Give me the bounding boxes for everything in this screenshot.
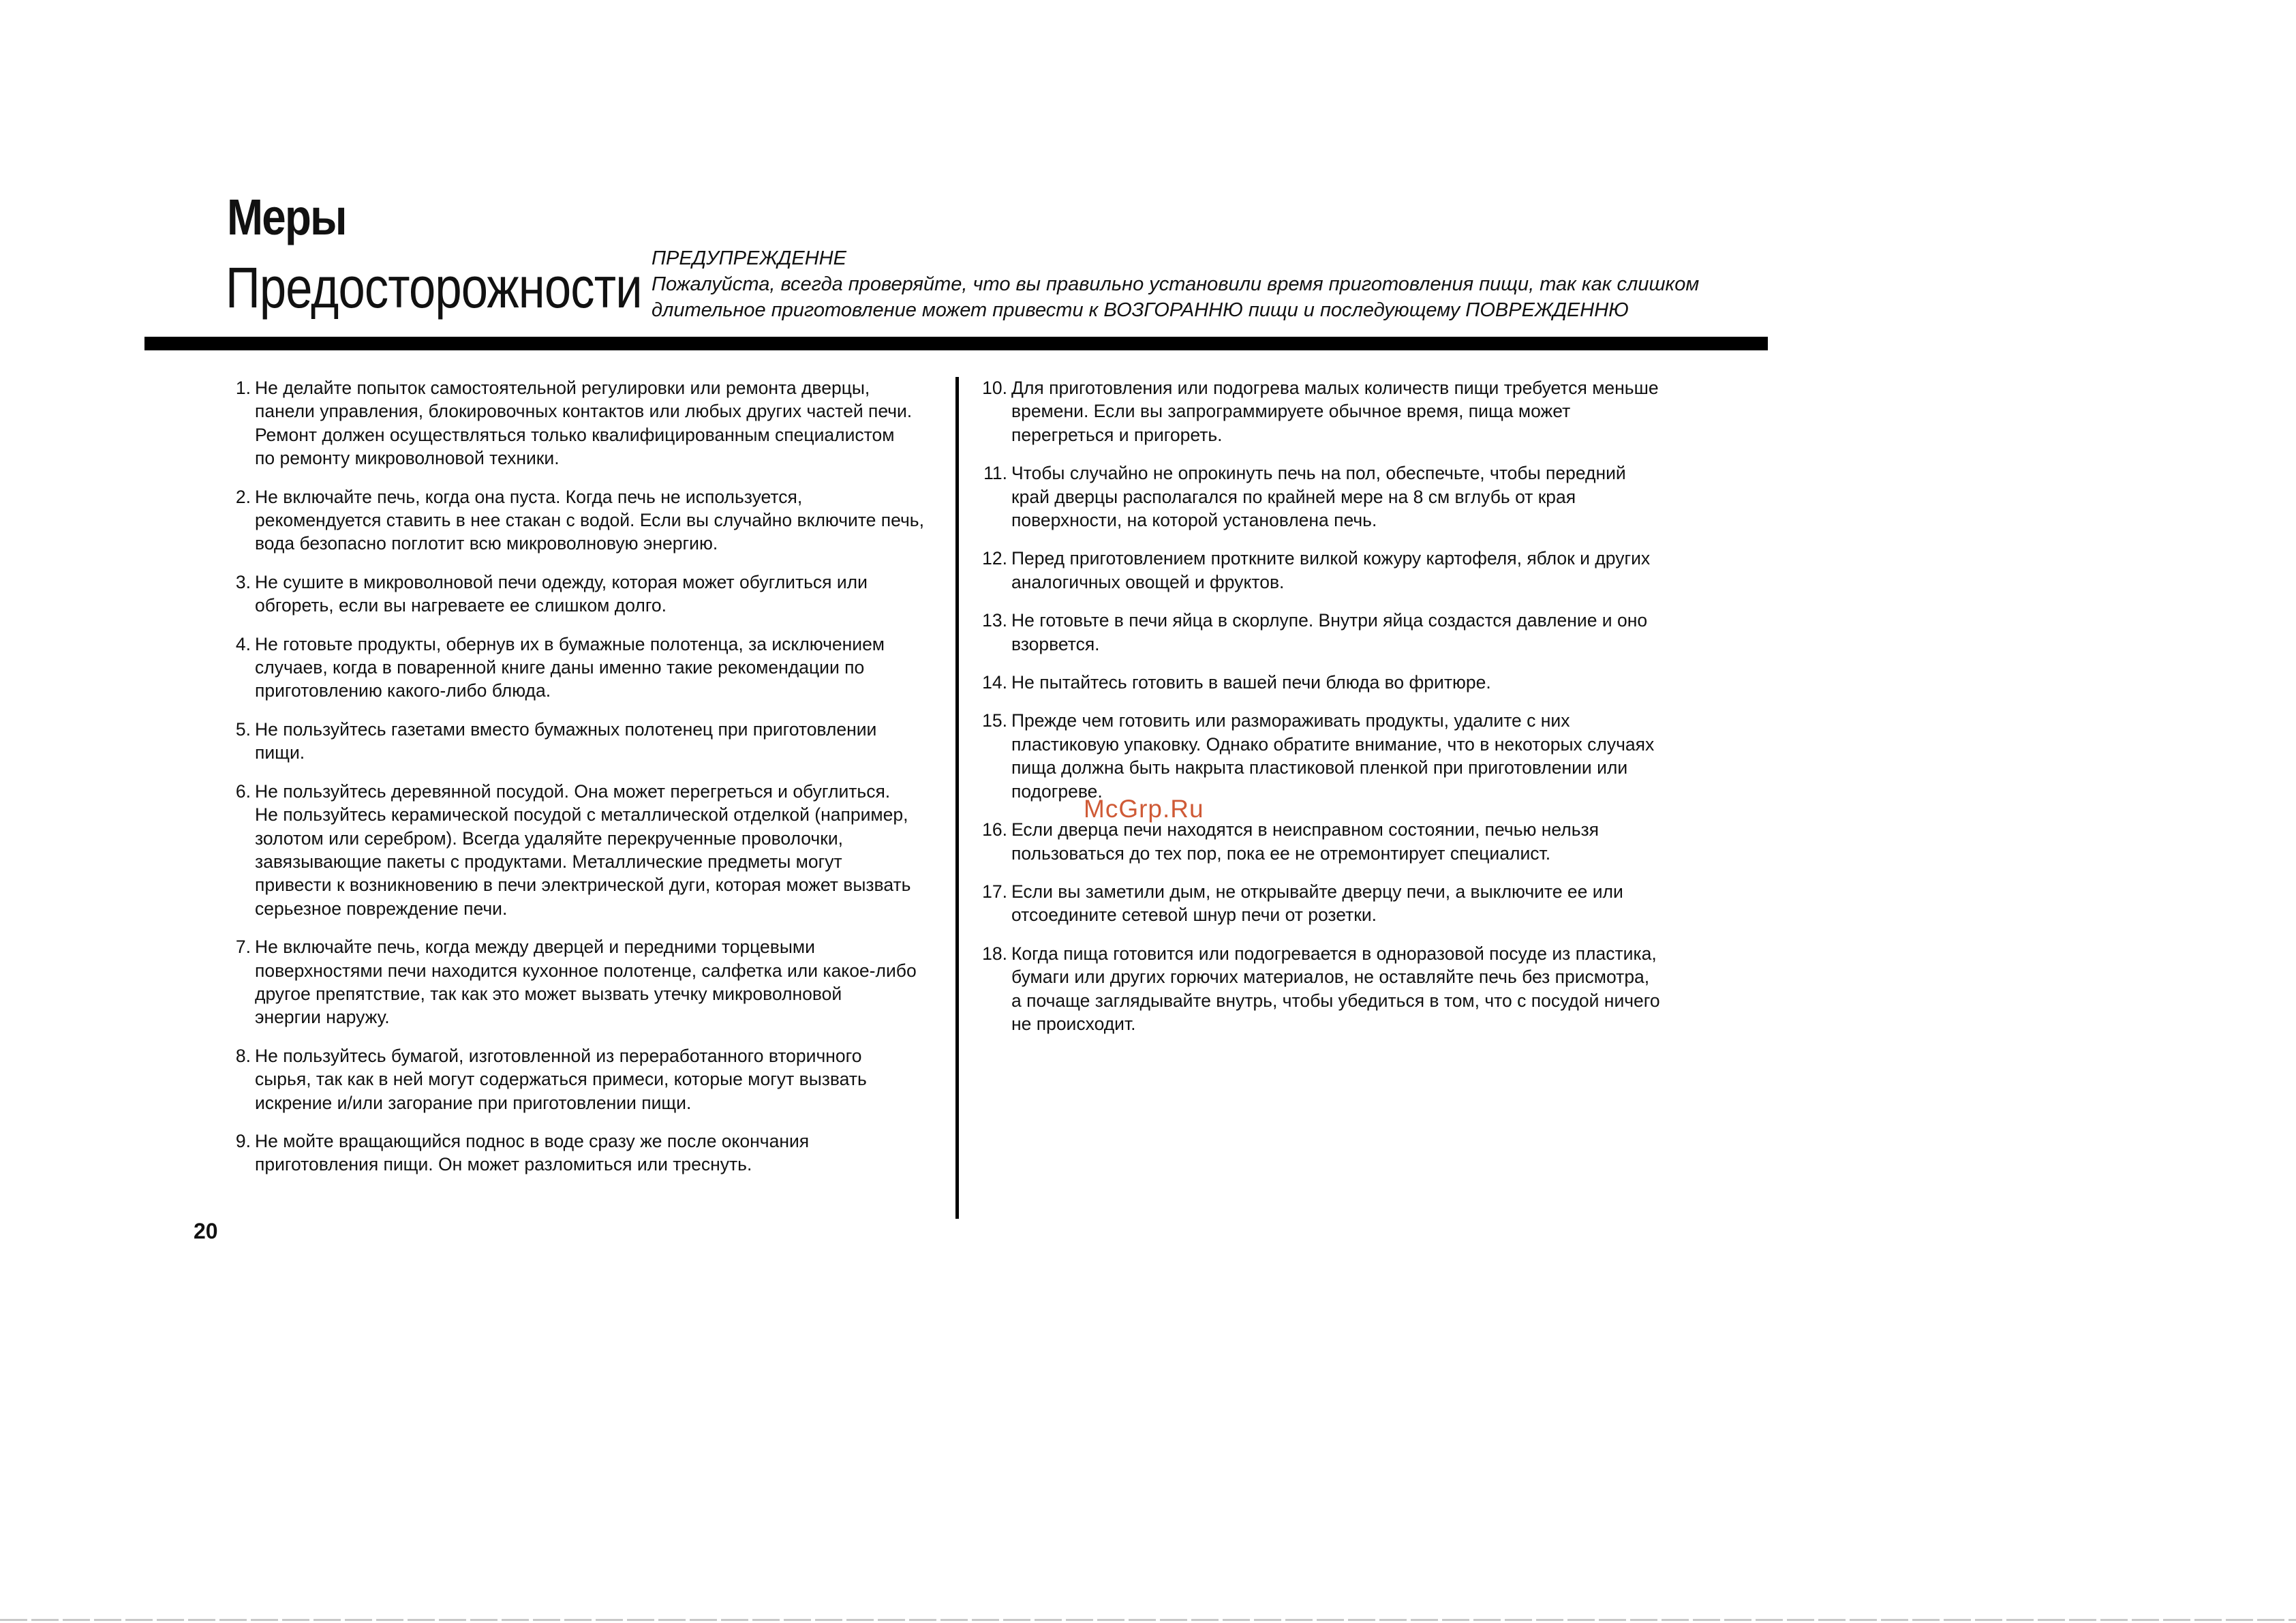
- left-column: [226, 376, 949, 1192]
- item-line: Не включайте печь, когда она пуста. Когда печь не используется,: [255, 486, 803, 507]
- item-line: взорвется.: [1011, 633, 1100, 654]
- item-line: Не включайте печь, когда между дверцей и передними торцевыми: [255, 937, 815, 958]
- item-number: 6.: [235, 780, 251, 802]
- list-item-10: [976, 376, 1698, 446]
- item-text: [1011, 709, 1698, 803]
- list-item-6: [226, 780, 949, 920]
- item-number: 12.: [982, 548, 1007, 569]
- warning-block: [652, 245, 1756, 323]
- item-text: [1011, 671, 1698, 694]
- item-line: панели управления, блокировочных контактов или любых других частей печи.: [255, 401, 913, 422]
- item-line: Не пользуйтесь керамической посудой с металлической отделкой (например,: [255, 804, 908, 825]
- list-item-7: [226, 935, 949, 1029]
- item-number: 16.: [982, 819, 1007, 840]
- item-line: по ремонту микроволновой техники.: [255, 448, 560, 469]
- header-rule: [144, 337, 1768, 350]
- item-line: аналогичных овощей и фруктов.: [1011, 571, 1285, 592]
- item-line: энергии наружу.: [255, 1007, 390, 1028]
- list-item-11: [976, 461, 1698, 532]
- item-line: привести к возникновению в печи электрической дуги, которая может вызвать: [255, 875, 911, 896]
- item-text: [255, 718, 949, 765]
- item-number: 7.: [235, 937, 251, 958]
- item-text: [1011, 376, 1698, 446]
- item-line: Не готовьте продукты, обернув их в бумажные полотенца, за исключением: [255, 633, 885, 654]
- item-text: [1011, 880, 1698, 927]
- item-text: [255, 1129, 949, 1177]
- item-line: перегреться и пригореть.: [1011, 424, 1223, 445]
- item-line: приготовлению какого-либо блюда.: [255, 680, 551, 701]
- item-text: [255, 780, 949, 920]
- item-number: 4.: [235, 633, 251, 654]
- item-line: отсоедините сетевой шнур печи от розетки.: [1011, 905, 1377, 926]
- list-item-14: [976, 671, 1698, 694]
- item-line: Не пользуйтесь бумагой, изготовленной из переработанного вторичного: [255, 1045, 862, 1066]
- item-text: [1011, 461, 1698, 532]
- warning-heading: ПРЕДУПРЕЖДЕННЕ: [652, 247, 846, 269]
- item-line: пища должна быть накрыта пластиковой пленкой при приготовлении или: [1011, 757, 1628, 778]
- item-line: другое препятствие, так как это может вызвать утечку микроволновой: [255, 983, 842, 1004]
- item-line: вода безопасно поглотит всю микроволновую энергию.: [255, 533, 718, 554]
- item-line: Не сушите в микроволновой печи одежду, которая может обуглиться или: [255, 571, 868, 592]
- item-line: Не пытайтесь готовить в вашей печи блюда во фритюре.: [1011, 672, 1491, 693]
- item-text: [255, 376, 949, 470]
- item-line: золотом или серебром). Всегда удаляйте перекрученные проволочки,: [255, 828, 843, 849]
- bottom-scan-line: [0, 1619, 2296, 1621]
- item-line: Прежде чем готовить или размораживать продукты, удалите с них: [1011, 710, 1570, 731]
- list-item-1: [226, 376, 949, 470]
- item-line: Для приготовления или подогрева малых количеств пищи требуется меньше: [1011, 378, 1659, 398]
- title-line-1: Меры: [227, 189, 346, 245]
- list-item-16: [976, 818, 1698, 865]
- item-number: 3.: [235, 571, 251, 592]
- item-number: 15.: [982, 710, 1007, 731]
- item-number: 13.: [982, 610, 1007, 631]
- item-line: подогреве.: [1011, 780, 1103, 802]
- item-text: [255, 1044, 949, 1114]
- item-line: Не пользуйтесь газетами вместо бумажных полотенец при приготовлении: [255, 718, 877, 740]
- item-line: искрение и/или загорание при приготовлении пищи.: [255, 1092, 692, 1113]
- warning-line: длительное приготовление может привести к ВОЗГОРАННЮ пищи и последующему ПОВРЕЖДЕННЮ: [652, 299, 1629, 321]
- item-number: 14.: [982, 672, 1007, 693]
- list-item-3: [226, 571, 949, 618]
- item-line: Не мойте вращающийся поднос в воде сразу же после окончания: [255, 1130, 810, 1151]
- item-line: Когда пища готовится или подогревается в одноразовой посуде из пластика,: [1011, 943, 1657, 964]
- item-line: Перед приготовлением проткните вилкой кожуру картофеля, яблок и других: [1011, 548, 1651, 569]
- warning-line: Пожалуйста, всегда проверяйте, что вы правильно установили время приготовления пищи, так как слишком: [652, 273, 1700, 295]
- item-number: 9.: [235, 1130, 251, 1151]
- item-line: поверхностями печи находится кухонное полотенце, салфетка или какое-либо: [255, 960, 917, 981]
- item-text: [255, 485, 949, 556]
- title-line-2: Предосторожности: [226, 256, 642, 320]
- item-line: поверхности, на которой установлена печь.: [1011, 510, 1377, 531]
- item-line: пластиковую упаковку. Однако обратите внимание, что в некоторых случаях: [1011, 733, 1655, 755]
- list-item-8: [226, 1044, 949, 1114]
- item-number: 5.: [235, 718, 251, 740]
- item-number: 1.: [235, 378, 251, 398]
- list-item-12: [976, 547, 1698, 594]
- item-line: Не делайте попыток самостоятельной регулировки или ремонта дверцы,: [255, 378, 870, 398]
- item-line: Ремонт должен осуществляться только квалифицированным специалистом: [255, 424, 895, 445]
- item-line: пищи.: [255, 742, 305, 763]
- item-number: 10.: [982, 378, 1007, 398]
- item-line: бумаги или других горючих материалов, не оставляйте печь без присмотра,: [1011, 967, 1650, 988]
- list-item-15: [976, 709, 1698, 803]
- list-item-5: [226, 718, 949, 765]
- item-line: Если дверца печи находятся в неисправном состоянии, печью нельзя: [1011, 819, 1599, 840]
- item-line: времени. Если вы запрограммируете обычное время, пища может: [1011, 401, 1571, 422]
- item-line: а почаще заглядывайте внутрь, чтобы убедиться в том, что с посудой ничего: [1011, 990, 1660, 1011]
- item-line: обгореть, если вы нагреваете ее слишком долго.: [255, 595, 667, 616]
- item-line: край дверцы располагался по крайней мере на 8 см вглубь от края: [1011, 486, 1576, 507]
- item-line: серьезное повреждение печи.: [255, 898, 508, 919]
- item-text: [1011, 609, 1698, 656]
- page-number: 20: [194, 1219, 218, 1243]
- item-line: пользоваться до тех пор, пока ее не отремонтирует специалист.: [1011, 843, 1551, 864]
- item-number: 11.: [983, 463, 1007, 484]
- item-line: Чтобы случайно не опрокинуть печь на пол, обеспечьте, чтобы передний: [1011, 463, 1626, 484]
- item-line: завязывающие пакеты с продуктами. Металлические предметы могут: [255, 851, 842, 872]
- item-text: [255, 935, 949, 1029]
- item-text: [1011, 547, 1698, 594]
- item-line: случаев, когда в поваренной книге даны именно такие рекомендации по: [255, 657, 865, 678]
- item-line: рекомендуется ставить в нее стакан с водой. Если вы случайно включите печь,: [255, 510, 924, 531]
- list-item-13: [976, 609, 1698, 656]
- list-item-4: [226, 633, 949, 703]
- item-number: 8.: [235, 1045, 251, 1066]
- list-item-18: [976, 942, 1698, 1036]
- item-text: [255, 571, 949, 618]
- item-line: не происходит.: [1011, 1013, 1136, 1034]
- item-number: 2.: [235, 486, 251, 507]
- item-text: [1011, 942, 1698, 1036]
- item-text: [1011, 818, 1698, 865]
- item-line: Если вы заметили дым, не открывайте дверцу печи, а выключите ее или: [1011, 881, 1623, 902]
- item-number: 18.: [982, 943, 1007, 964]
- list-item-9: [226, 1129, 949, 1177]
- right-column: [976, 376, 1698, 1050]
- item-number: 17.: [982, 881, 1007, 902]
- column-divider: [955, 377, 959, 1219]
- item-text: [255, 633, 949, 703]
- list-item-2: [226, 485, 949, 556]
- item-line: Не пользуйтесь деревянной посудой. Она может перегреться и обуглиться.: [255, 780, 891, 802]
- item-line: сырья, так как в ней могут содержаться примеси, которые могут вызвать: [255, 1069, 867, 1090]
- list-item-17: [976, 880, 1698, 927]
- item-line: Не готовьте в печи яйца в скорлупе. Внутри яйца создастся давление и оно: [1011, 610, 1648, 631]
- watermark: McGrp.Ru: [1084, 795, 1204, 823]
- item-line: приготовления пищи. Он может разломиться или треснуть.: [255, 1154, 752, 1175]
